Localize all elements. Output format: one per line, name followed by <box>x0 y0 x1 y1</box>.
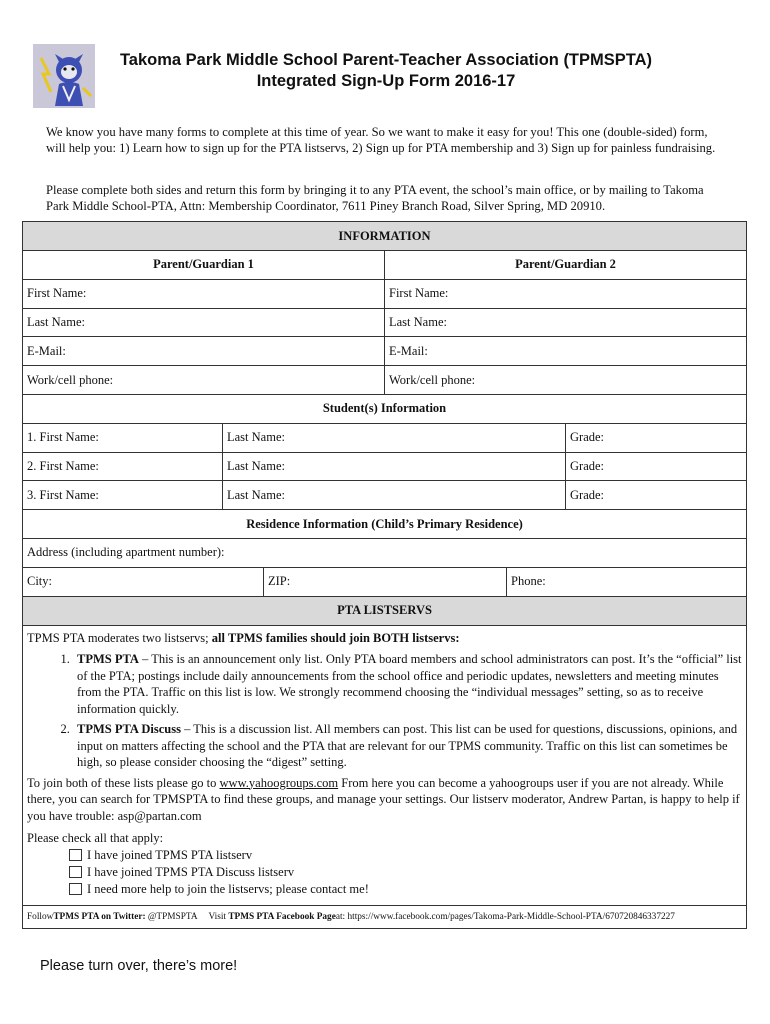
guardian-2-last-name-field[interactable]: Last Name: <box>389 314 447 329</box>
guardian-1-first-name-field[interactable]: First Name: <box>23 280 385 308</box>
checkbox-joined-pta[interactable] <box>69 847 742 864</box>
listserv-1-name: TPMS PTA <box>77 652 139 667</box>
checkbox-icon[interactable] <box>69 849 82 861</box>
checkbox-joined-discuss[interactable] <box>69 864 742 881</box>
email-row <box>23 337 746 366</box>
students-header-row <box>23 395 746 424</box>
guardian-1-last-name-field[interactable]: Last Name: <box>23 309 385 337</box>
listservs-intro-emphasis: all TPMS families should join BOTH listservs: <box>211 630 460 645</box>
guardian-header-row <box>23 251 746 280</box>
page-subtitle: Integrated Sign-Up Form 2016-17 <box>256 72 516 90</box>
student-1-last-name-field[interactable]: Last Name: <box>223 424 566 452</box>
student-3-last-name-field[interactable]: Last Name: <box>223 481 566 509</box>
facebook-url[interactable]: at: https://www.facebook.com/pages/Takoma-Park-Middle-School-PTA/670720846337227 <box>335 911 675 922</box>
check-prompt: Please check all that apply: <box>27 831 164 846</box>
listservs-content <box>23 626 746 905</box>
zip-field[interactable]: ZIP: <box>264 568 507 596</box>
intro-paragraph-1: We know you have many forms to complete at this time of year. So we want to make it easy for you! This one (double-sided) form, will help you: 1) Learn how to sign up for the PTA listservs, 2) Sign up for PTA membership and 3) Sign up for painless fundraising. <box>46 125 716 155</box>
tiger-mascot-logo-icon <box>33 44 95 108</box>
turn-over-note: Please turn over, there’s more! <box>40 958 238 974</box>
checkbox-label: I have joined TPMS PTA Discuss listserv <box>87 864 295 879</box>
listserv-2-name: TPMS PTA Discuss <box>77 722 181 737</box>
join-text-continued: From here you can become a yahoogroups user if you are not already. While there, you can search for TPMSPTA to find these groups, and manage your settings. Our listserv moderator, Andrew Partan, is happy to help if you have trouble: asp@partan.com <box>27 775 740 823</box>
residence-header-row <box>23 510 746 539</box>
residence-phone-field[interactable]: Phone: <box>511 574 546 589</box>
list-item <box>73 721 742 771</box>
join-instructions <box>27 775 742 825</box>
listserv-1-description: – This is an announcement only list. Only PTA board members and school administrators can post. It’s the “official” list of the PTA; postings include daily announcements from the school office and periodic updates, newsletters and meeting minutes from the PTA. Traffic on this list is low. We strongly recommend choosing the “individual messages” setting, so as to receive information quickly. <box>77 652 742 716</box>
checkbox-icon[interactable] <box>69 883 82 895</box>
guardian-2-phone-field[interactable]: Work/cell phone: <box>389 372 476 387</box>
city-field[interactable]: City: <box>23 568 264 596</box>
students-heading: Student(s) Information <box>322 401 447 416</box>
footer-text: Follow <box>27 911 54 922</box>
listservs-header-row <box>23 597 746 626</box>
page-title: Takoma Park Middle School Parent-Teacher Association (TPMSPTA) <box>119 51 653 69</box>
list-item <box>73 651 742 717</box>
checkbox-label: I need more help to join the listservs; please contact me! <box>87 881 369 896</box>
checkbox-need-help[interactable] <box>69 881 742 898</box>
listserv-2-description: – This is a discussion list. All members can post. This list can be used for questions, discussions, opinions, and input on matters affecting the school and the PTA that are relevant for our TPMS community. Traffic on this list can sometimes be high, so please consider choosing the “digest” setting. <box>77 722 738 770</box>
city-zip-phone-row <box>23 568 746 597</box>
listservs-content-row <box>23 626 746 906</box>
student-1-grade-field[interactable]: Grade: <box>570 430 605 445</box>
twitter-handle[interactable]: @TPMSPTA Visit <box>145 911 229 922</box>
signup-form-table <box>22 221 747 929</box>
information-heading: INFORMATION <box>338 228 431 243</box>
listservs-intro-text: TPMS PTA moderates two listservs; <box>27 630 212 645</box>
student-row <box>23 481 746 510</box>
student-3-first-name-field[interactable]: 3. First Name: <box>23 481 223 509</box>
student-row <box>23 453 746 482</box>
phone-row <box>23 366 746 395</box>
guardian-2-email-field[interactable]: E-Mail: <box>389 343 428 358</box>
listservs-heading: PTA LISTSERVS <box>337 603 432 618</box>
guardian-1-phone-field[interactable]: Work/cell phone: <box>23 366 385 394</box>
residence-heading: Residence Information (Child’s Primary Residence) <box>246 516 523 531</box>
checkbox-label: I have joined TPMS PTA listserv <box>87 847 253 862</box>
address-field[interactable]: Address (including apartment number): <box>27 545 225 560</box>
student-row <box>23 424 746 453</box>
checkbox-icon[interactable] <box>69 866 82 878</box>
student-1-first-name-field[interactable]: 1. First Name: <box>23 424 223 452</box>
guardian-2-heading: Parent/Guardian 2 <box>515 257 616 272</box>
listservs-list <box>27 651 742 771</box>
information-header-row <box>23 222 746 251</box>
social-footer-row <box>23 906 746 928</box>
student-2-first-name-field[interactable]: 2. First Name: <box>23 453 223 481</box>
facebook-label: TPMS PTA Facebook Page <box>228 911 336 922</box>
last-name-row <box>23 309 746 338</box>
join-text: To join both of these lists please go to <box>27 775 220 790</box>
intro-paragraph-2: Please complete both sides and return this form by bringing it to any PTA event, the school’s main office, or by mailing to Takoma Park Middle School-PTA, Attn: Membership Coordinator, 7611 Piney Branch Road, Silver Spring, MD 20910. <box>46 183 704 213</box>
student-3-grade-field[interactable]: Grade: <box>570 487 605 502</box>
student-2-grade-field[interactable]: Grade: <box>570 458 605 473</box>
yahoogroups-link[interactable]: www.yahoogroups.com <box>219 775 339 790</box>
twitter-label: TPMS PTA on Twitter: <box>53 911 146 922</box>
guardian-1-email-field[interactable]: E-Mail: <box>23 337 385 365</box>
listservs-intro <box>27 630 742 647</box>
guardian-2-first-name-field[interactable]: First Name: <box>389 286 449 301</box>
guardian-1-heading: Parent/Guardian 1 <box>23 251 385 279</box>
social-footer <box>23 906 679 928</box>
student-2-last-name-field[interactable]: Last Name: <box>223 453 566 481</box>
address-row <box>23 539 746 568</box>
first-name-row <box>23 280 746 309</box>
